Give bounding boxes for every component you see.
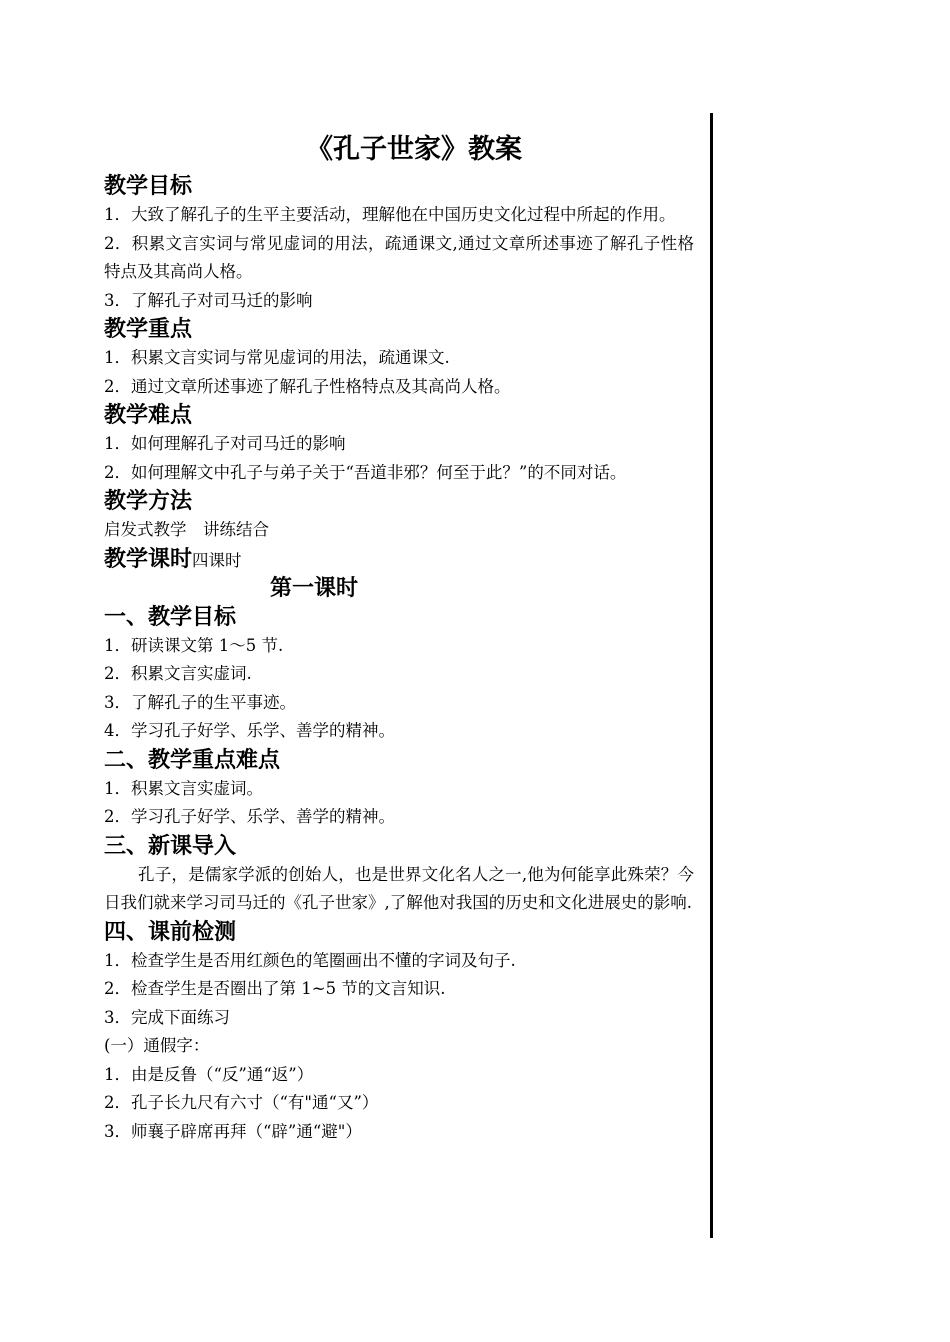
document-title: 《孔子世家》教案 [306,134,522,165]
heading-lesson-goals: 一、教学目标 [104,604,237,630]
focus-item: 1．积累文言实词与常见虚词的用法，疏通课文. [104,348,450,367]
hours-label: 教学课时 [104,546,193,572]
difficulty-item: 1．如何理解孔子对司马迁的影响 [104,434,346,453]
hours-value: 四课时 [192,550,242,570]
lesson-goal-item: 4．学习孔子好学、乐学、善学的精神。 [104,721,395,740]
check-item: 3．完成下面练习 [104,1007,230,1027]
goal-item: 1．大致了解孔子的生平主要活动，理解他在中国历史文化过程中所起的作用。 [104,205,676,224]
vertical-margin-rule [710,113,713,1238]
lesson-goal-item: 2．积累文言实虚词. [104,664,252,683]
heading-goals: 教学目标 [104,174,193,199]
goal-item: 2．积累文言实词与常见虚词的用法，疏通课文,通过文章所述事迹了解孔子性格特点及其高尚人格。 [104,233,694,281]
heading-difficulty: 教学难点 [104,403,193,428]
check-item: 3．师襄子辟席再拜（“辟”通“避"） [104,1121,362,1141]
heading-lesson-key: 二、教学重点难点 [104,747,281,773]
check-item: 2．孔子长九尺有六寸（“有"通“又”） [104,1093,379,1112]
lesson-goal-item: 1．研读课文第 1～5 节. [104,635,284,655]
document-page [104,128,694,1146]
method-text: 启发式教学 讲练结合 [104,520,269,539]
check-item: 1．由是反鲁（“反”通“返”） [104,1064,314,1084]
difficulty-item: 2．如何理解文中孔子与弟子关于“吾道非邪？何至于此？”的不同对话。 [104,462,627,482]
check-item: 2．检查学生是否圈出了第 1~5 节的文言知识. [104,979,446,998]
check-item: (一）通假字： [104,1036,210,1055]
heading-lesson-intro: 三、新课导入 [104,833,237,859]
heading-lesson-check: 四、课前检测 [104,919,237,945]
lesson-goal-item: 3．了解孔子的生平事迹。 [104,692,296,712]
focus-item: 2．通过文章所述事迹了解孔子性格特点及其高尚人格。 [104,376,511,396]
heading-method: 教学方法 [104,489,193,514]
lesson-key-item: 1．积累文言实虚词。 [104,778,263,798]
lesson-intro-text: 孔子，是儒家学派的创始人，也是世界文化名人之一,他为何能享此殊荣？今日我们就来学习司马迁的《孔子世家》,了解他对我国的历史和文化进展史的影响. [104,864,694,912]
check-item: 1．检查学生是否用红颜色的笔圈画出不懂的字词及句子. [104,950,516,970]
lesson-title: 第一课时 [269,575,358,601]
heading-focus: 教学重点 [104,317,193,342]
goal-item: 3．了解孔子对司马迁的影响 [104,290,313,310]
lesson-key-item: 2．学习孔子好学、乐学、善学的精神。 [104,807,395,826]
heading-hours [104,545,694,574]
